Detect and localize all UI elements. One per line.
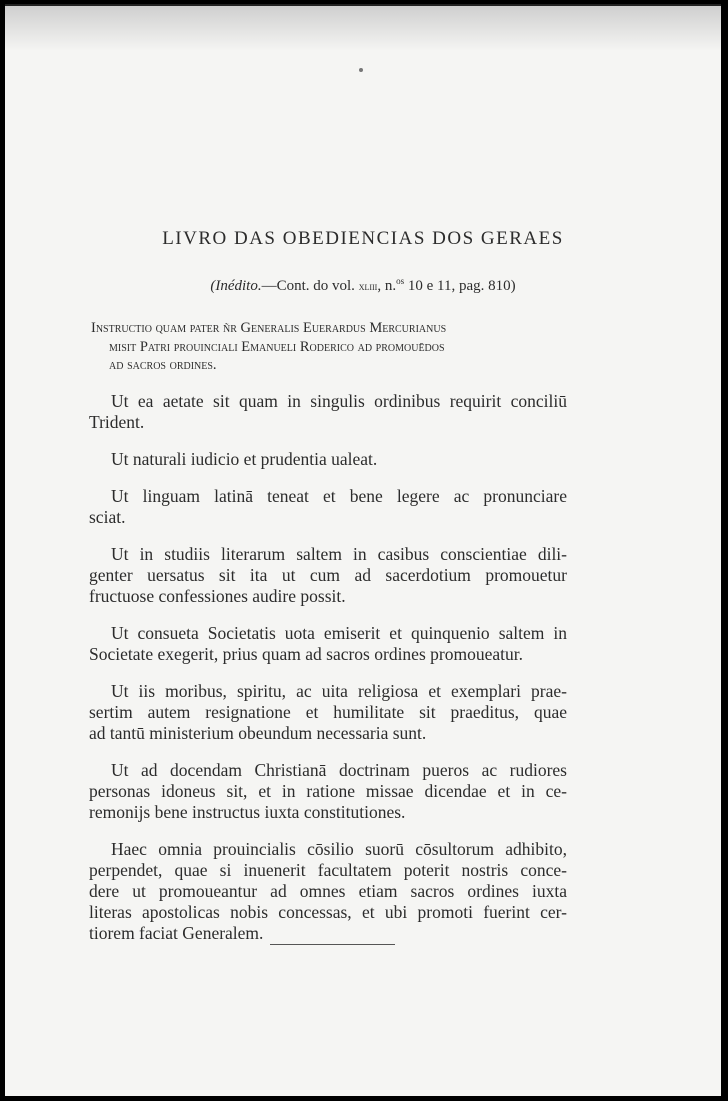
text-line: remonijs bene instructus iuxta constitutiones. bbox=[89, 802, 406, 822]
text-line: Trident. bbox=[89, 412, 145, 432]
paragraph bbox=[89, 486, 567, 528]
text-line: perpendet, quae si inuenerit facultatem poterit nostris conce- bbox=[89, 860, 567, 880]
paragraph bbox=[89, 839, 567, 944]
subtitle-superscript: os bbox=[396, 276, 405, 286]
subtitle-text-b: , n. bbox=[377, 278, 397, 294]
text-line: genter uersatus sit ita ut cum ad sacerdotium promouetur bbox=[89, 565, 567, 585]
heading-line: ad sacros ordines. bbox=[109, 357, 217, 373]
text-line: Ut in studiis literarum saltem in casibus conscientiae dili- bbox=[111, 544, 567, 564]
paragraph bbox=[89, 544, 567, 607]
text-line: literas apostolicas nobis concessas, et ubi promoti fuerint cer- bbox=[89, 902, 567, 922]
text-line: ad tantū ministerium obeundum necessaria sunt. bbox=[89, 723, 427, 743]
subtitle-text-a: —Cont. do vol. bbox=[261, 278, 359, 294]
text-line: sciat. bbox=[89, 507, 126, 527]
text-line: personas idoneus sit, et in ratione missae dicendae et in ce- bbox=[89, 781, 567, 801]
paragraph bbox=[89, 449, 567, 470]
text-line: Ut linguam latinā teneat et bene legere ac pronunciare bbox=[111, 486, 567, 506]
text-line: dere ut promoueantur ad omnes etiam sacros ordines iuxta bbox=[89, 881, 567, 901]
heading-line: Instructio quam pater ñr Generalis Euerardus Mercurianus bbox=[91, 320, 447, 336]
text-line: Ut naturali iudicio et prudentia ualeat. bbox=[111, 449, 378, 469]
text-line: Haec omnia prouincialis cōsilio suorū cōsultorum adhibito, bbox=[111, 839, 567, 859]
text-line: sertim autem resignatione et humilitate sit praeditus, quae bbox=[89, 702, 567, 722]
paragraph bbox=[89, 681, 567, 744]
section-heading bbox=[91, 319, 571, 375]
text-line: fructuose confessiones audire possit. bbox=[89, 586, 346, 606]
text-line: tiorem faciat Generalem. bbox=[89, 923, 264, 943]
subtitle-source: (Inédito. bbox=[210, 278, 262, 294]
body-text bbox=[89, 391, 567, 960]
paragraph bbox=[89, 760, 567, 823]
text-line: Ut ea aetate sit quam in singulis ordinibus requirit conciliū bbox=[111, 391, 567, 411]
end-rule bbox=[270, 944, 395, 945]
text-line: Ut iis moribus, spiritu, ac uita religiosa et exemplari prae- bbox=[111, 681, 567, 701]
subtitle-text-c: 10 e 11, pag. 810) bbox=[404, 278, 516, 294]
text-line: Societate exegerit, prius quam ad sacros ordines promoueatur. bbox=[89, 644, 523, 664]
speck bbox=[359, 68, 363, 72]
heading-line: misit Patri prouinciali Emanueli Roderico ad promouēdos bbox=[109, 338, 445, 355]
paragraph bbox=[89, 623, 567, 665]
text-line: Ut ad docendam Christianā doctrinam pueros ac rudiores bbox=[111, 760, 567, 780]
subtitle-volume: xliii bbox=[358, 279, 378, 293]
paragraph bbox=[89, 391, 567, 433]
text-line: Ut consueta Societatis uota emiserit et quinquenio saltem in bbox=[111, 623, 567, 643]
scan-shadow bbox=[5, 6, 721, 51]
document-title: LIVRO DAS OBEDIENCIAS DOS GERAES bbox=[162, 228, 564, 249]
scanned-page bbox=[5, 4, 721, 1096]
document-subtitle bbox=[5, 276, 721, 295]
